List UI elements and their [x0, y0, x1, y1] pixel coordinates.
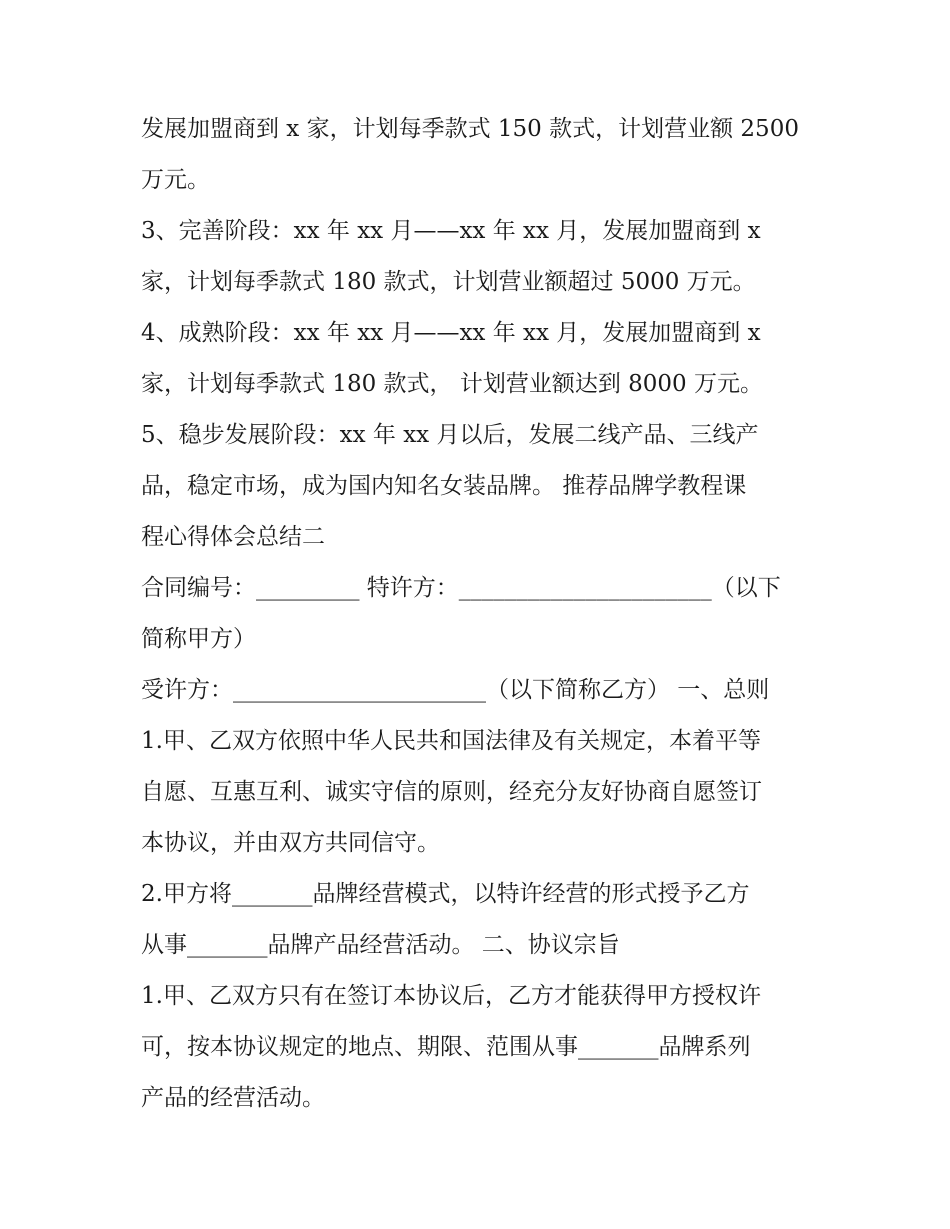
text-line-20: 产品的经营活动。	[141, 1085, 325, 1111]
text-line-13: 1.甲、乙双方依照中华人民共和国法律及有关规定，本着平等	[141, 728, 761, 754]
text-line-16: 2.甲方将_______品牌经营模式，以特许经营的形式授予乙方	[141, 881, 750, 907]
text-line-19: 可，按本协议规定的地点、期限、范围从事_______品牌系列	[141, 1034, 751, 1060]
text-line-10: 合同编号：_________ 特许方：______________________（以下	[141, 575, 781, 601]
text-line-17: 从事_______品牌产品经营活动。 二、协议宗旨	[141, 932, 620, 958]
text-line-1: 发展加盟商到 x 家，计划每季款式 150 款式，计划营业额 2500	[141, 116, 799, 142]
text-line-4: 家，计划每季款式 180 款式，计划营业额超过 5000 万元。	[141, 269, 756, 295]
text-line-18: 1.甲、乙双方只有在签订本协议后，乙方才能获得甲方授权许	[141, 983, 761, 1009]
text-line-3: 3、完善阶段：xx 年 xx 月——xx 年 xx 月，发展加盟商到 x	[141, 218, 761, 244]
text-line-7: 5、稳步发展阶段：xx 年 xx 月以后，发展二线产品、三线产	[141, 422, 759, 448]
text-line-12: 受许方：______________________（以下简称乙方） 一、总则	[141, 677, 770, 703]
text-line-6: 家，计划每季款式 180 款式， 计划营业额达到 8000 万元。	[141, 371, 763, 397]
text-line-9: 程心得体会总结二	[141, 524, 325, 550]
text-line-5: 4、成熟阶段：xx 年 xx 月——xx 年 xx 月，发展加盟商到 x	[141, 320, 761, 346]
document-body	[141, 104, 821, 1124]
text-line-15: 本协议，并由双方共同信守。	[141, 830, 440, 856]
text-line-14: 自愿、互惠互利、诚实守信的原则，经充分友好协商自愿签订	[141, 779, 762, 805]
text-line-11: 简称甲方）	[141, 626, 256, 652]
text-line-2: 万元。	[141, 167, 210, 193]
text-line-8: 品，稳定市场，成为国内知名女装品牌。 推荐品牌学教程课	[141, 473, 747, 499]
